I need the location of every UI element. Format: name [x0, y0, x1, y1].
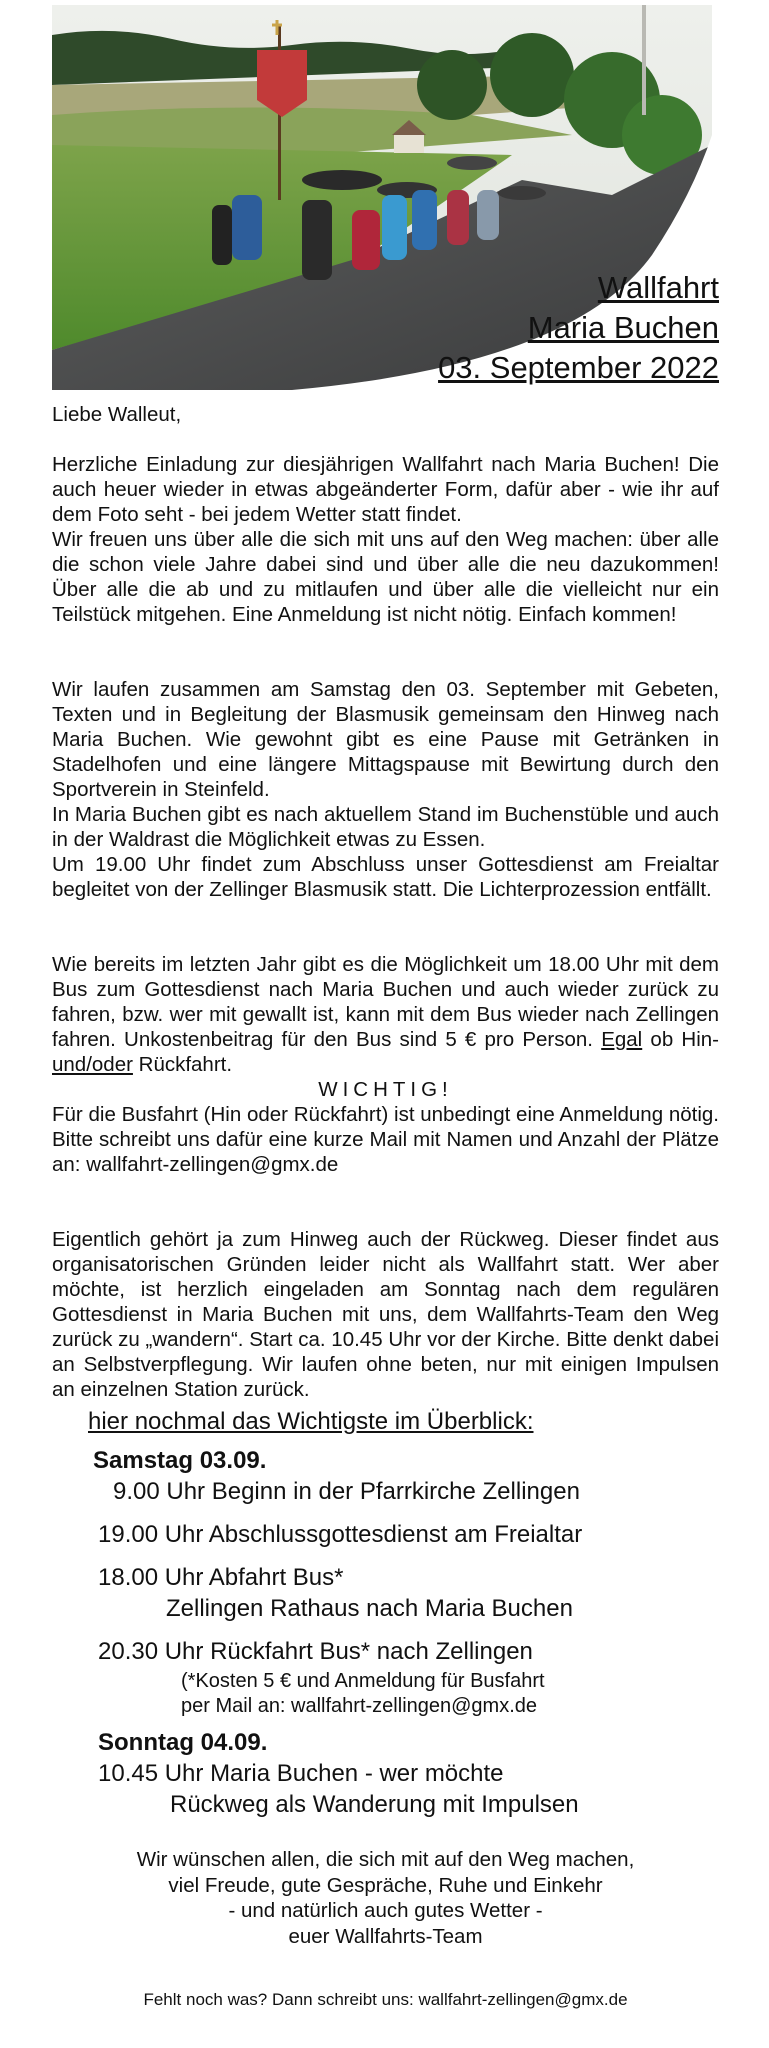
intro-section [52, 452, 719, 627]
greeting: Liebe Walleut, [52, 403, 182, 426]
schedule-item-hike: Rückweg als Wanderung mit Impulsen [170, 1791, 579, 1818]
summary-heading: hier nochmal das Wichtigste im Überblick: [88, 1408, 534, 1435]
event-title [438, 268, 719, 388]
schedule-day-1: Samstag 03.09. [93, 1447, 267, 1474]
schedule-item-bus-return: 20.30 Uhr Rückfahrt Bus* nach Zellingen [98, 1638, 533, 1665]
title-line-1: Wallfahrt [597, 270, 719, 305]
paragraph-invitation: Herzliche Einladung zur diesjährigen Wallfahrt nach Maria Buchen! Die auch heuer wieder in etwas abgeänderter Form, dafür aber - wie ihr auf dem Foto seht - bei jedem Wetter statt findet. [52, 453, 719, 526]
bus-egal: Egal [601, 1028, 643, 1051]
closing-line-2: viel Freude, gute Gespräche, Ruhe und Einkehr [168, 1873, 603, 1897]
footer-contact: Fehlt noch was? Dann schreibt uns: wallfahrt-zellingen@gmx.de [143, 1990, 628, 2009]
schedule-item-sunday: 10.45 Uhr Maria Buchen - wer möchte [98, 1760, 504, 1787]
schedule-day-2: Sonntag 04.09. [98, 1729, 268, 1756]
closing-message [52, 1847, 719, 1949]
title-line-2: Maria Buchen [527, 310, 719, 345]
bus-und-oder: und/oder [52, 1053, 133, 1076]
bus-text: Wie bereits im letzten Jahr gibt es die Möglichkeit um 18.00 Uhr mit dem Bus zum Gottesdienst nach Maria Buchen und auch wieder zurück zu fahren, bzw. wer mit gewallt ist, kann mit dem Bus wieder nach Zellingen fahren. Unkostenbeitrag für den Bus sind 5 € pro Person. [52, 953, 719, 1051]
route-section [52, 677, 719, 902]
bus-section [52, 952, 719, 1177]
title-line-3: 03. September 2022 [438, 350, 719, 385]
closing-line-1: Wir wünschen allen, die sich mit auf den Weg machen, [136, 1848, 635, 1871]
paragraph-route: Wir laufen zusammen am Samstag den 03. September mit Gebeten, Texten und in Begleitung der Blasmusik gemeinsam den Hinweg nach Maria Buchen. Wie gewohnt gibt es eine Pause mit Getränken in Stadelhofen und eine längere Mittagspause mit Bewirtung durch den Sportverein in Steinfeld. [52, 678, 719, 801]
paragraph-service: Um 19.00 Uhr findet zum Abschluss unser Gottesdienst am Freialtar begleitet von der Zellinger Blasmusik statt. Die Lichterprozession entfällt. [52, 853, 719, 901]
schedule-note-cost: (*Kosten 5 € und Anmeldung für Busfahrt [181, 1670, 545, 1692]
schedule-item-bus-departure: 18.00 Uhr Abfahrt Bus* [98, 1564, 344, 1591]
wichtig-heading: WICHTIG! [318, 1078, 453, 1101]
return-section [52, 1227, 719, 1402]
schedule-item-bus-route: Zellingen Rathaus nach Maria Buchen [166, 1595, 573, 1622]
schedule-item-start: 9.00 Uhr Beginn in der Pfarrkirche Zellingen [113, 1478, 580, 1505]
paragraph-registration: Für die Busfahrt (Hin oder Rückfahrt) ist unbedingt eine Anmeldung nötig. Bitte schreibt uns dafür eine kurze Mail mit Namen und Anzahl der Plätze an: wallfahrt-zellingen@gmx.de [52, 1103, 719, 1176]
bus-end: Rückfahrt. [132, 1053, 233, 1076]
bus-ob: ob Hin- [642, 1028, 719, 1051]
paragraph-food: In Maria Buchen gibt es nach aktuellem Stand im Buchenstüble und auch in der Waldrast die Möglichkeit etwas zu Essen. [52, 803, 719, 851]
schedule-item-service: 19.00 Uhr Abschlussgottesdienst am Freialtar [98, 1521, 583, 1548]
closing-signature: euer Wallfahrts-Team [288, 1924, 483, 1948]
closing-line-3: - und natürlich auch gutes Wetter - [228, 1899, 543, 1922]
paragraph-return: Eigentlich gehört ja zum Hinweg auch der Rückweg. Dieser findet aus organisatorischen Gründen leider nicht als Wallfahrt statt. Wer aber möchte, ist herzlich eingeladen am Sonntag nach dem regulären Gottesdienst in Maria Buchen mit uns, dem Wallfahrts-Team den Weg zurück zu „wandern“. Start ca. 10.45 Uhr vor der Kirche. Bitte denkt dabei an Selbstverpflegung. Wir laufen ohne beten, nur mit einigen Impulsen an einzelnen Station zurück. [52, 1228, 719, 1401]
schedule-note-mail: per Mail an: wallfahrt-zellingen@gmx.de [181, 1695, 538, 1717]
paragraph-bus [52, 952, 719, 1077]
paragraph-welcome: Wir freuen uns über alle die sich mit uns auf den Weg machen: über alle die schon viele Jahre dabei sind und über alle die neu dazukommen! Über alle die ab und zu mitlaufen und über alle die vielleicht nur ein Teilstück mitgehen. Eine Anmeldung ist nicht nötig. Einfach kommen! [52, 528, 719, 626]
